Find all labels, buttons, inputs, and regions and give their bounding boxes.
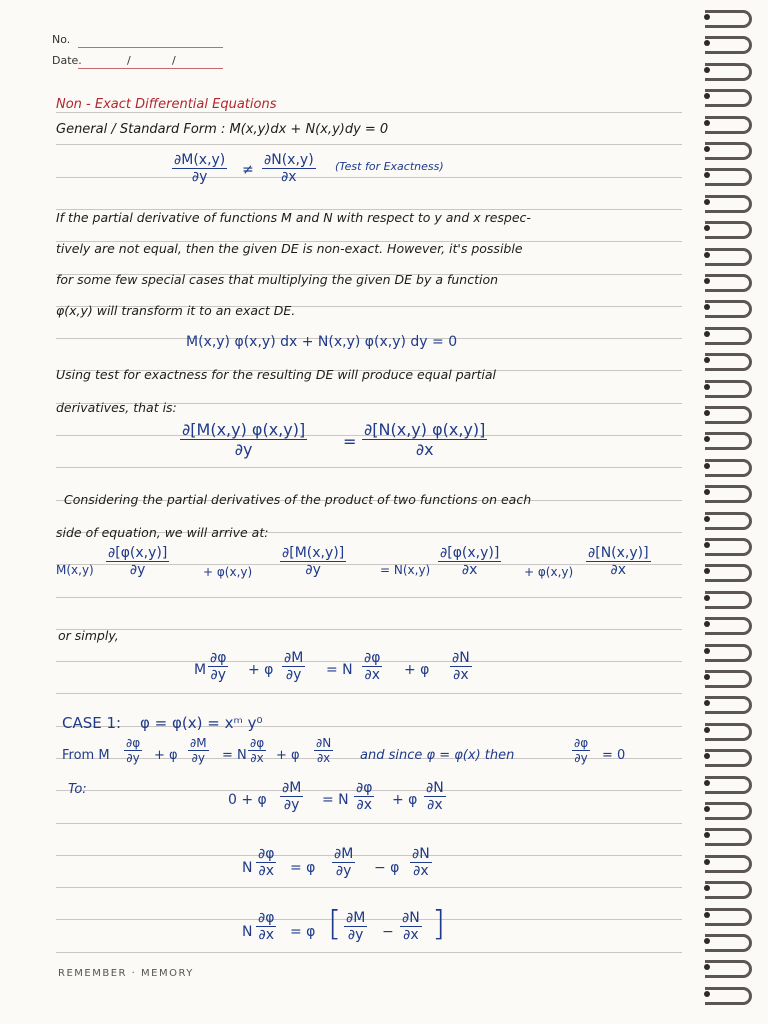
binding-hole (704, 806, 710, 812)
spiral-coil (705, 696, 752, 714)
spiral-coil (705, 591, 752, 609)
numerator: ∂M (284, 650, 304, 666)
ruled-line (56, 919, 682, 920)
fraction-dM-dy (172, 152, 227, 185)
multiplied-equation: M(x,y) φ(x,y) dx + N(x,y) φ(x,y) dy = 0 (186, 334, 458, 350)
fraction (256, 910, 276, 943)
spiral-coil (705, 432, 752, 450)
binding-hole (704, 912, 710, 918)
paragraph-line: Considering the partial derivatives of the product of two functions on each (64, 492, 532, 507)
numerator: ∂M (190, 736, 207, 750)
denominator: ∂y (305, 562, 321, 578)
spiral-coil (705, 406, 752, 424)
date-label: Date. (52, 54, 82, 67)
spiral-coil (705, 934, 752, 952)
binding-hole (704, 199, 710, 205)
fraction (410, 846, 432, 879)
spiral-coil (705, 564, 752, 582)
numerator: ∂φ (126, 736, 141, 750)
binding-hole (704, 67, 710, 73)
fraction-dM-dy (280, 545, 346, 578)
denominator: ∂x (415, 440, 434, 459)
not-equal-sign: ≠ (242, 162, 254, 178)
spiral-coil (705, 63, 752, 81)
ruled-line (56, 467, 682, 468)
denominator: ∂x (427, 797, 443, 813)
binding-hole (704, 463, 710, 469)
term-N: N (242, 924, 253, 940)
denominator: ∂y (285, 667, 302, 683)
numerator: ∂φ (258, 846, 275, 862)
spiral-coil (705, 36, 752, 54)
spiral-coil (705, 10, 752, 28)
term-plus-phi: + φ (392, 792, 418, 808)
denominator: ∂y (191, 169, 208, 185)
denominator: ∂x (281, 169, 297, 185)
denominator: ∂y (234, 440, 253, 459)
spiral-coil (705, 855, 752, 873)
binding-hole (704, 331, 710, 337)
date-line (78, 68, 223, 69)
paragraph-line: φ(x,y) will transform it to an exact DE. (56, 303, 296, 318)
binding-hole (704, 40, 710, 46)
footer-brand: REMEMBER · MEMORY (58, 968, 194, 979)
denominator: ∂x (250, 751, 264, 765)
binding-hole (704, 93, 710, 99)
ruled-line (56, 887, 682, 888)
spiral-coil (705, 617, 752, 635)
binding-hole (704, 938, 710, 944)
numerator: ∂φ (250, 736, 265, 750)
denominator: ∂y (191, 751, 205, 765)
numerator: ∂φ (258, 910, 275, 926)
binding-hole (704, 14, 710, 20)
term-equals-phi: = φ (290, 860, 316, 876)
denominator: ∂x (258, 927, 274, 943)
spiral-coil (705, 802, 752, 820)
numerator: ∂[M(x,y) φ(x,y)] (182, 420, 306, 439)
term-M: M(x,y) (56, 563, 94, 577)
binding-hole (704, 120, 710, 126)
term-phi: + φ(x,y) (524, 565, 574, 579)
fraction-dNphi-dx (362, 420, 487, 459)
spiral-coil (705, 776, 752, 794)
date-separator: / (127, 54, 131, 67)
binding-hole (704, 489, 710, 495)
denominator: ∂x (610, 562, 627, 578)
numerator: ∂M (282, 780, 302, 796)
numerator: ∂N (316, 736, 332, 750)
denominator: ∂x (403, 927, 419, 943)
from-M: From M (62, 748, 110, 763)
numerator: ∂N (412, 846, 430, 862)
denominator: ∂y (574, 751, 588, 765)
date-separator: / (172, 54, 176, 67)
spiral-coil (705, 749, 752, 767)
numerator: ∂N (426, 780, 444, 796)
ruled-line (56, 112, 682, 113)
denominator: ∂x (461, 562, 478, 578)
term-minus-phi: − φ (374, 860, 400, 876)
term-M: M (194, 662, 207, 678)
spiral-coil (705, 960, 752, 978)
spiral-coil (705, 248, 752, 266)
fraction (344, 910, 367, 943)
spiral-coil (705, 327, 752, 345)
fraction (208, 650, 228, 683)
denominator: ∂y (335, 863, 352, 879)
binding-hole (704, 832, 710, 838)
spiral-coil (705, 459, 752, 477)
ruled-line (56, 629, 682, 630)
equals-sign: = (343, 432, 357, 451)
numerator: ∂[N(x,y) φ(x,y)] (364, 420, 486, 439)
and-since-text: and since φ = φ(x) then (360, 748, 515, 763)
numerator: ∂φ (210, 650, 227, 666)
binding-hole (704, 568, 710, 574)
denominator: ∂y (129, 562, 146, 578)
spiral-coil (705, 987, 752, 1005)
binding-hole (704, 885, 710, 891)
binding-hole (704, 304, 710, 310)
spiral-coil (705, 485, 752, 503)
spiral-coil (705, 908, 752, 926)
page-title: Non - Exact Differential Equations (56, 97, 277, 112)
to-label: To: (68, 782, 87, 797)
denominator: ∂x (364, 667, 380, 683)
fraction (188, 736, 209, 765)
fraction (314, 736, 333, 765)
fraction (332, 846, 355, 879)
minus-sign: − (382, 924, 394, 940)
numerator: ∂M (334, 846, 354, 862)
numerator: ∂M (346, 910, 366, 926)
binding-hole (704, 859, 710, 865)
numerator: ∂[N(x,y)] (588, 545, 649, 561)
or-simply: or simply, (58, 628, 119, 643)
term-equals-N: = N (326, 662, 353, 678)
left-bracket: [ (328, 904, 342, 944)
spiral-coil (705, 116, 752, 134)
fraction (400, 910, 422, 943)
ruled-line (56, 597, 682, 598)
paragraph-line: derivatives, that is: (56, 400, 177, 415)
spiral-coil (705, 142, 752, 160)
numerator: ∂N (452, 650, 470, 666)
term-N: = N(x,y) (380, 563, 431, 577)
fraction (280, 780, 303, 813)
spiral-coil (705, 538, 752, 556)
binding-hole (704, 648, 710, 654)
fraction (424, 780, 446, 813)
binding-hole (704, 674, 710, 680)
spiral-coil (705, 300, 752, 318)
fraction-dphi-dy (106, 545, 169, 578)
spiral-coil (705, 670, 752, 688)
term-plus-phi: + φ (248, 662, 274, 678)
spiral-coil (705, 89, 752, 107)
fraction (572, 736, 590, 765)
numerator: ∂N (402, 910, 420, 926)
numerator: ∂M(x,y) (174, 152, 226, 168)
binding-hole (704, 410, 710, 416)
denominator: ∂x (453, 667, 469, 683)
numerator: ∂φ (364, 650, 381, 666)
term-zero-plus-phi: 0 + φ (228, 792, 267, 808)
denominator: ∂x (356, 797, 372, 813)
numerator: ∂N(x,y) (264, 152, 314, 168)
term-equals-phi: = φ (290, 924, 316, 940)
spiral-coil (705, 723, 752, 741)
binding-hole (704, 991, 710, 997)
fraction (354, 780, 374, 813)
ruled-line (56, 693, 682, 694)
paragraph-line: tively are not equal, then the given DE is non-exact. However, it's possible (56, 241, 523, 256)
spiral-coil (705, 380, 752, 398)
no-line (78, 47, 223, 48)
paragraph-line: side of equation, we will arrive at: (56, 525, 269, 540)
exactness-note: (Test for Exactness) (335, 160, 444, 173)
denominator: ∂x (413, 863, 429, 879)
fraction-dN-dx (262, 152, 316, 185)
paragraph-line: Using test for exactness for the resulting DE will produce equal partial (56, 367, 496, 382)
numerator: ∂[φ(x,y)] (108, 545, 168, 561)
binding-hole (704, 595, 710, 601)
spiral-coil (705, 221, 752, 239)
no-label: No. (52, 33, 71, 46)
paragraph-line: If the partial derivative of functions M and N with respect to y and x respec- (56, 210, 531, 225)
binding-hole (704, 964, 710, 970)
term-equals-N: = N (222, 748, 247, 763)
fraction-dMphi-dy (180, 420, 307, 459)
fraction (248, 736, 266, 765)
denominator: ∂y (210, 667, 226, 683)
spiral-coil (705, 881, 752, 899)
fraction-dN-dx (586, 545, 651, 578)
fraction (362, 650, 382, 683)
ruled-line (56, 952, 682, 953)
binding-hole (704, 252, 710, 258)
ruled-line (56, 855, 682, 856)
fraction (256, 846, 276, 879)
binding-hole (704, 727, 710, 733)
term-phi: + φ(x,y) (203, 565, 253, 579)
binding-hole (704, 225, 710, 231)
binding-hole (704, 436, 710, 442)
binding-hole (704, 516, 710, 522)
fraction-dphi-dx (438, 545, 501, 578)
numerator: ∂φ (356, 780, 373, 796)
right-bracket: ] (432, 904, 446, 944)
denominator: ∂y (126, 751, 140, 765)
numerator: ∂[φ(x,y)] (440, 545, 500, 561)
binding-hole (704, 542, 710, 548)
denominator: ∂x (316, 751, 331, 765)
numerator: ∂φ (574, 736, 589, 750)
spiral-coil (705, 195, 752, 213)
fraction (450, 650, 472, 683)
ruled-line (56, 177, 682, 178)
denominator: ∂y (283, 797, 300, 813)
spiral-coil (705, 168, 752, 186)
term-plus-phi: + φ (154, 748, 178, 763)
spiral-coil (705, 828, 752, 846)
spiral-coil (705, 353, 752, 371)
binding-hole (704, 753, 710, 759)
paragraph-line: for some few special cases that multiplying the given DE by a function (56, 272, 499, 287)
binding-hole (704, 700, 710, 706)
term-plus-phi: + φ (404, 662, 430, 678)
spiral-coil (705, 274, 752, 292)
ruled-line (56, 144, 682, 145)
binding-hole (704, 172, 710, 178)
general-form: General / Standard Form : M(x,y)dx + N(x,y)dy = 0 (56, 122, 389, 137)
fraction (124, 736, 142, 765)
equals-zero: = 0 (602, 748, 626, 763)
ruled-line (56, 823, 682, 824)
term-plus-phi: + φ (276, 748, 300, 763)
binding-hole (704, 621, 710, 627)
term-N: N (242, 860, 253, 876)
binding-hole (704, 146, 710, 152)
numerator: ∂[M(x,y)] (282, 545, 345, 561)
fraction (282, 650, 305, 683)
spiral-coil (705, 644, 752, 662)
denominator: ∂y (347, 927, 364, 943)
binding-hole (704, 384, 710, 390)
case-equation: φ = φ(x) = xᵐ y⁰ (140, 714, 263, 732)
binding-hole (704, 278, 710, 284)
binding-hole (704, 357, 710, 363)
binding-hole (704, 780, 710, 786)
term-equals-N: = N (322, 792, 349, 808)
spiral-coil (705, 512, 752, 530)
denominator: ∂x (258, 863, 274, 879)
case-label: CASE 1: (62, 714, 122, 732)
